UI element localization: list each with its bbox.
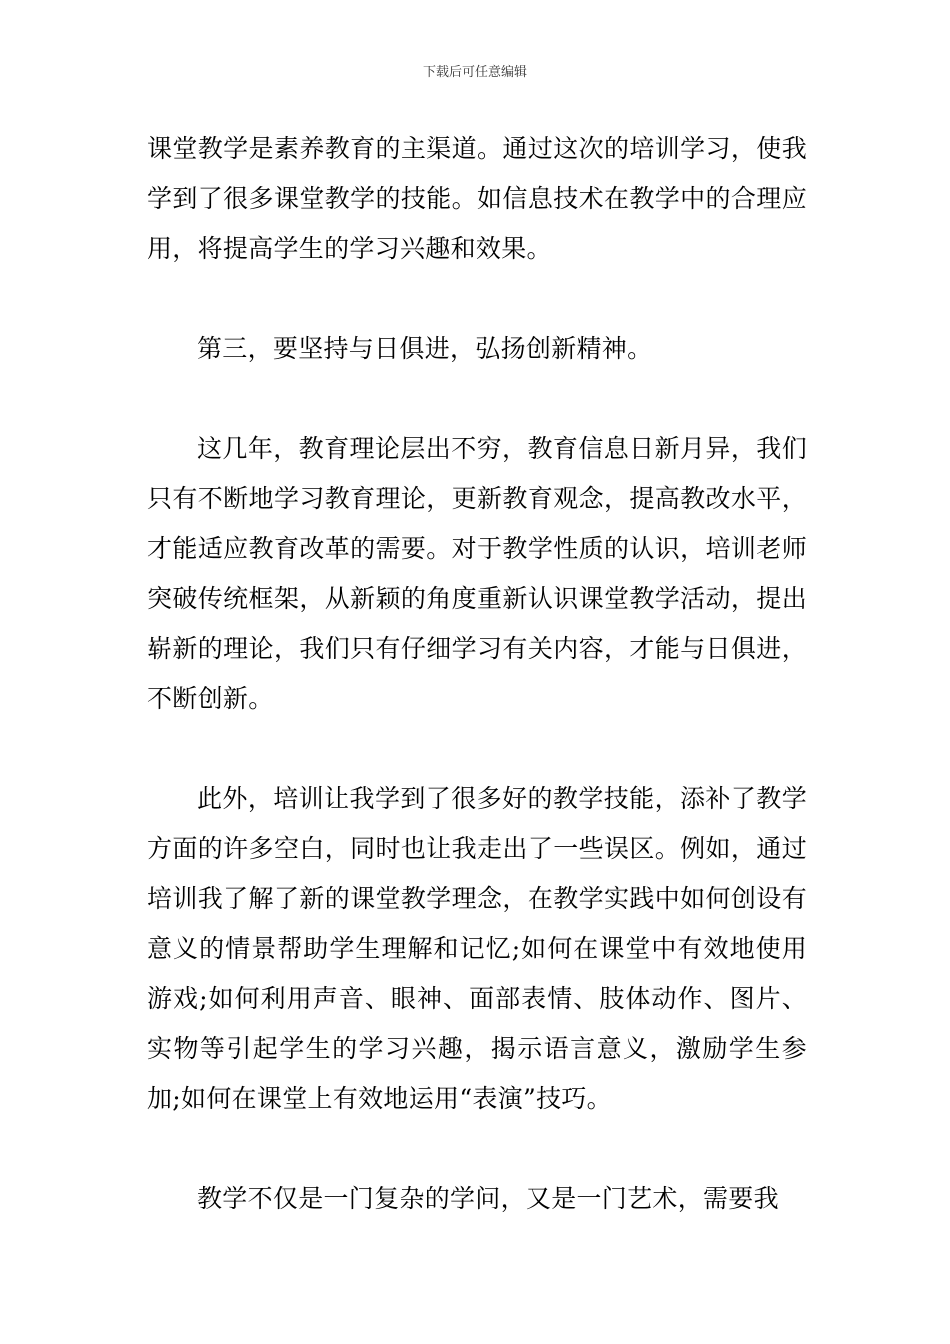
paragraph-teaching-art: 教学不仅是一门复杂的学问，又是一门艺术，需要我 xyxy=(197,1184,779,1213)
paragraph-education-theory: 这几年，教育理论层出不穷，教育信息日新月异，我们只有不断地学习教育理论，更新教育观念，提高教改水平，才能适应教育改革的需要。对于教学性质的认识，培训老师突破传统框架，从新颖的角度重新认识课堂教学活动，提出崭新的理论，我们只有仔细学习有关内容，才能与日俱进，不断创新。 xyxy=(147,434,807,713)
page-header: 下载后可任意编辑 xyxy=(422,65,527,80)
paragraph-continuation: 课堂教学是素养教育的主渠道。通过这次的培训学习，使我学到了很多课堂教学的技能。如信息技术在教学中的合理应用，将提高学生的学习兴趣和效果。 xyxy=(147,134,807,263)
document-body xyxy=(147,124,807,1224)
paragraph-spacer xyxy=(147,724,807,774)
paragraph-spacer xyxy=(147,274,807,324)
paragraph-spacer xyxy=(147,1124,807,1174)
paragraph-teaching-skills: 此外，培训让我学到了很多好的教学技能，添补了教学方面的许多空白，同时也让我走出了一些误区。例如，通过培训我了解了新的课堂教学理念，在教学实践中如何创设有意义的情景帮助学生理解和记忆;如何在课堂中有效地使用游戏;如何利用声音、眼神、面部表情、肢体动作、图片、实物等引起学生的学习兴趣，揭示语言意义，激励学生参加;如何在课堂上有效地运用“表演”技巧。 xyxy=(147,784,807,1113)
paragraph-spacer xyxy=(147,374,807,424)
paragraph-heading-third: 第三，要坚持与日俱进，弘扬创新精神。 xyxy=(197,334,653,363)
